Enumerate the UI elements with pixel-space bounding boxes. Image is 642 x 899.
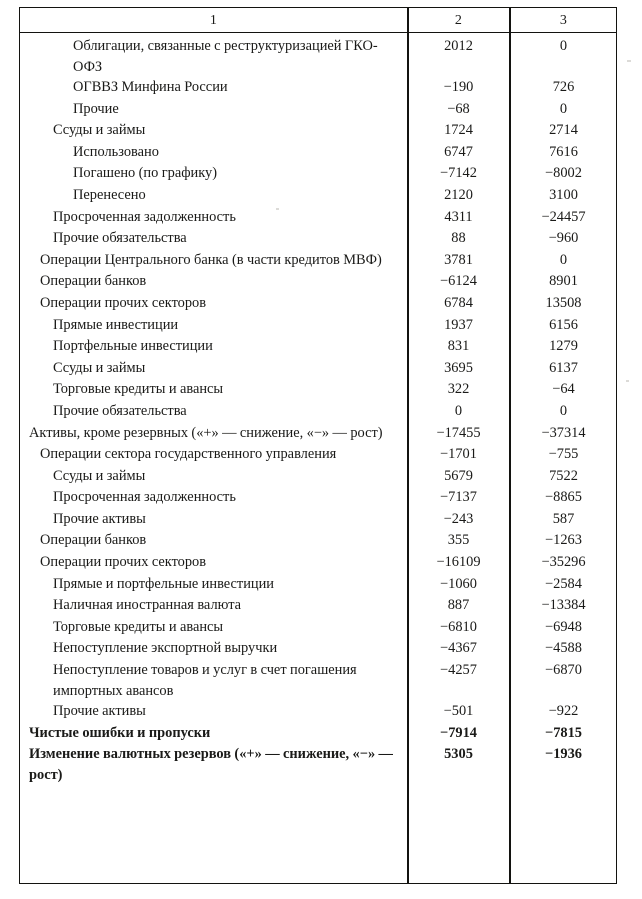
table-row	[20, 401, 616, 423]
row-value-col2: −16109	[436, 554, 481, 571]
column-header-3: 3	[559, 12, 568, 28]
row-value-col3: −2584	[545, 575, 582, 592]
row-label: ОГВВЗ Минфина России	[73, 79, 228, 95]
row-label: Наличная иностранная валюта	[53, 597, 242, 614]
scan-speck	[276, 208, 279, 210]
row-value-col3: −8002	[545, 165, 582, 182]
row-value-col2: −17455	[436, 424, 481, 441]
table-row	[20, 207, 616, 229]
row-value-col2: 1937	[444, 316, 473, 333]
row-value-col2: 88	[451, 230, 466, 247]
column-header-1: 1	[209, 12, 218, 28]
row-value-col2: −4257	[440, 662, 477, 679]
table-row	[20, 574, 616, 596]
row-value-col2: −243	[443, 510, 474, 527]
row-value-col2: 5679	[444, 467, 473, 484]
row-label: Облигации, связанные с реструктуризацией ГКО-ОФЗ	[73, 38, 378, 75]
row-value-col3: 0	[559, 38, 568, 54]
row-label: Операции прочих секторов	[40, 294, 207, 311]
row-value-col2: 4311	[444, 208, 473, 225]
row-value-col3: 3100	[549, 186, 578, 203]
table-row	[20, 142, 616, 164]
row-value-col3: −7815	[545, 724, 582, 741]
table-row	[20, 293, 616, 315]
column-header-2: 2	[454, 12, 463, 28]
table-body	[20, 33, 616, 883]
row-label: Перенесено	[73, 186, 146, 203]
row-label: Прочие активы	[53, 510, 146, 527]
table-row	[20, 530, 616, 552]
table-header-row	[20, 8, 616, 33]
row-label: Погашено (по графику)	[73, 165, 218, 182]
table-row	[20, 617, 616, 639]
table-row	[20, 77, 616, 99]
row-value-col2: 322	[447, 381, 470, 398]
row-value-col3: −1263	[545, 532, 582, 549]
row-value-col2: −7142	[440, 165, 477, 182]
table-row	[20, 638, 616, 660]
row-value-col2: 2120	[444, 186, 473, 203]
table-row	[20, 228, 616, 250]
table-row	[20, 36, 616, 77]
table-row	[20, 444, 616, 466]
table-row	[20, 701, 616, 723]
row-value-col2: −6810	[440, 618, 477, 635]
row-label: Ссуды и займы	[53, 467, 146, 484]
row-label: Операции банков	[40, 273, 147, 290]
row-label: Операции Центрального банка (в части кредитов МВФ)	[40, 251, 382, 268]
row-value-col2: 3695	[444, 359, 473, 376]
table-row	[20, 99, 616, 121]
table-row	[20, 487, 616, 509]
scan-speck	[626, 380, 629, 382]
row-value-col3: 7522	[549, 467, 578, 484]
table-row	[20, 744, 616, 785]
row-label: Ссуды и займы	[53, 359, 146, 376]
row-label: Прямые и портфельные инвестиции	[53, 575, 275, 592]
row-value-col2: 2012	[444, 38, 473, 54]
row-value-col3: 8901	[549, 273, 578, 290]
row-value-col3: −37314	[541, 424, 586, 441]
row-label: Непоступление товаров и услуг в счет погашения импортных авансов	[53, 662, 357, 699]
table-row	[20, 423, 616, 445]
row-value-col2: 831	[447, 338, 470, 355]
row-label: Прямые инвестиции	[53, 316, 179, 333]
row-label: Чистые ошибки и пропуски	[29, 724, 211, 741]
row-value-col2: 1724	[444, 122, 473, 139]
row-value-col3: 13508	[545, 294, 582, 311]
row-label: Прочие обязательства	[53, 230, 187, 247]
table-row	[20, 379, 616, 401]
row-value-col3: 2714	[549, 122, 578, 139]
row-value-col2: −190	[443, 79, 474, 95]
row-value-col3: −960	[548, 230, 579, 247]
table-row	[20, 595, 616, 617]
row-value-col3: −6948	[545, 618, 582, 635]
table-row	[20, 552, 616, 574]
row-value-col3: 0	[559, 402, 568, 419]
row-value-col3: 7616	[549, 143, 578, 160]
row-value-col2: −501	[443, 703, 474, 720]
table-row	[20, 163, 616, 185]
row-label: Прочие активы	[53, 703, 146, 720]
table-row	[20, 509, 616, 531]
row-value-col3: 6156	[549, 316, 578, 333]
table-row	[20, 466, 616, 488]
row-value-col3: −64	[552, 381, 575, 398]
table-row	[20, 358, 616, 380]
row-value-col2: 0	[454, 402, 463, 419]
row-label: Просроченная задолженность	[53, 208, 236, 225]
row-value-col2: −1701	[440, 446, 477, 463]
row-value-col3: −35296	[541, 554, 586, 571]
row-label: Портфельные инвестиции	[53, 338, 213, 355]
table-row	[20, 271, 616, 293]
row-label: Прочие обязательства	[53, 402, 187, 419]
row-value-col2: −4367	[440, 640, 477, 657]
row-value-col3: −4588	[545, 640, 582, 657]
row-value-col3: 1279	[549, 338, 578, 355]
row-label: Операции сектора государственного управления	[40, 446, 337, 463]
row-label: Просроченная задолженность	[53, 489, 236, 506]
table-row	[20, 250, 616, 272]
row-label: Ссуды и займы	[53, 122, 146, 139]
row-value-col3: 0	[559, 251, 568, 268]
row-label: Изменение валютных резервов («+» — снижение, «−» — рост)	[29, 746, 393, 783]
row-value-col2: −7137	[440, 489, 477, 506]
row-value-col2: 6784	[444, 294, 473, 311]
row-label: Торговые кредиты и авансы	[53, 618, 224, 635]
scan-speck	[627, 60, 631, 62]
row-value-col3: 587	[552, 510, 575, 527]
row-value-col3: −1936	[545, 746, 582, 763]
row-label: Прочие	[73, 100, 119, 117]
row-value-col3: 726	[552, 79, 575, 95]
row-value-col3: −13384	[541, 597, 586, 614]
row-value-col3: −6870	[545, 662, 582, 679]
table-row	[20, 660, 616, 701]
balance-of-payments-table	[19, 7, 617, 884]
row-value-col2: −1060	[440, 575, 477, 592]
row-value-col2: −6124	[440, 273, 477, 290]
row-value-col2: 887	[447, 597, 470, 614]
row-label: Торговые кредиты и авансы	[53, 381, 224, 398]
row-value-col3: 6137	[549, 359, 578, 376]
row-value-col3: −755	[548, 446, 579, 463]
row-label: Операции банков	[40, 532, 147, 549]
row-label: Непоступление экспортной выручки	[53, 640, 278, 657]
table-row	[20, 723, 616, 745]
row-value-col3: −922	[548, 703, 579, 720]
table-row	[20, 315, 616, 337]
row-value-col2: −68	[447, 100, 470, 117]
table-row	[20, 336, 616, 358]
row-value-col3: −24457	[541, 208, 586, 225]
table-row	[20, 185, 616, 207]
row-value-col2: −7914	[440, 724, 477, 741]
row-value-col2: 3781	[444, 251, 473, 268]
row-label: Операции прочих секторов	[40, 554, 207, 571]
row-value-col3: −8865	[545, 489, 582, 506]
row-label: Использовано	[73, 143, 159, 160]
row-value-col3: 0	[559, 100, 568, 117]
row-value-col2: 355	[447, 532, 470, 549]
row-value-col2: 5305	[444, 746, 473, 763]
table-row	[20, 120, 616, 142]
row-value-col2: 6747	[444, 143, 473, 160]
row-label: Активы, кроме резервных («+» — снижение, «−» — рост)	[29, 424, 383, 441]
